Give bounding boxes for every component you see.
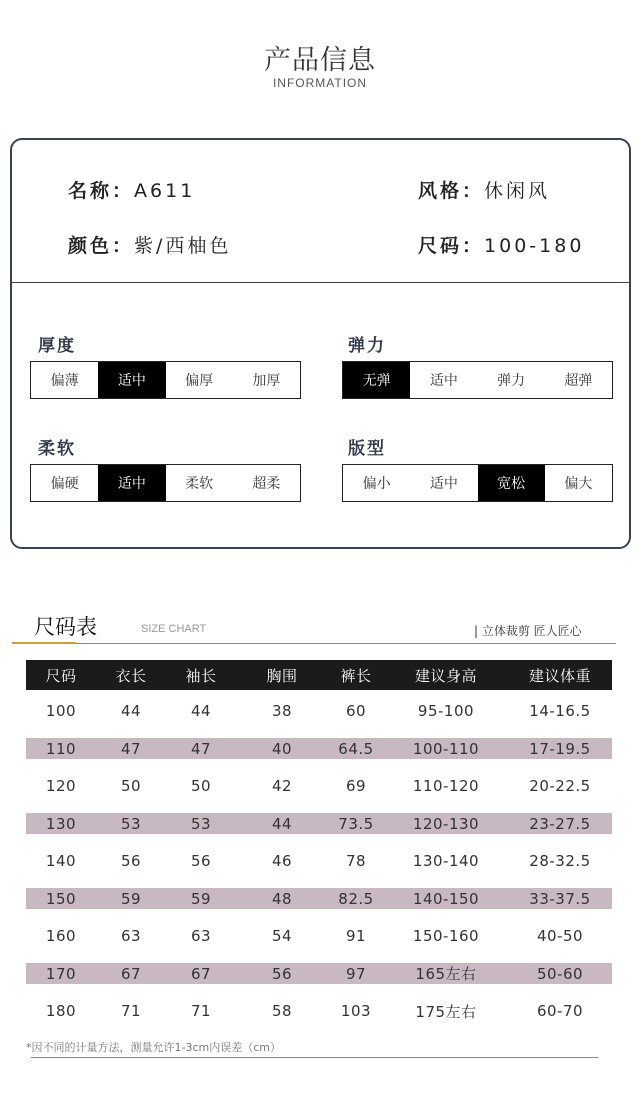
table-row <box>26 738 612 759</box>
table-cell: 140-150 <box>412 889 480 908</box>
size-table <box>26 660 612 1030</box>
table-row <box>26 963 612 984</box>
info-size <box>418 231 584 258</box>
table-cell: 120 <box>45 777 77 795</box>
table-cell: 160 <box>45 927 77 945</box>
attr-elasticity-option: 无弹 <box>343 362 410 398</box>
table-cell: 71 <box>190 1002 212 1020</box>
table-cell: 180 <box>45 1002 77 1020</box>
table-cell: 54 <box>271 927 293 945</box>
attr-fit-option: 适中 <box>429 476 458 492</box>
table-cell: 47 <box>190 739 212 758</box>
note-divider <box>31 1057 598 1058</box>
table-cell: 60-70 <box>536 1002 584 1020</box>
table-cell: 100 <box>45 702 77 720</box>
table-cell: 91 <box>345 927 367 945</box>
column-header: 尺码 <box>45 666 77 685</box>
attr-thickness-selector <box>30 361 301 399</box>
column-header: 衣长 <box>115 666 147 685</box>
table-row <box>26 992 612 1030</box>
attr-softness-option: 偏硬 <box>50 476 79 492</box>
table-cell: 20-22.5 <box>529 777 591 795</box>
info-size-key: 尺码： <box>418 235 485 257</box>
measurement-note: *因不同的计量方法，测量允许1-3cm内误差（cm） <box>26 1041 281 1054</box>
table-cell: 63 <box>120 927 142 945</box>
column-header: 裤长 <box>340 666 372 685</box>
table-cell: 46 <box>271 852 293 870</box>
table-cell: 50 <box>190 777 212 795</box>
table-cell: 165左右 <box>415 965 477 983</box>
table-cell: 50-60 <box>536 964 584 983</box>
table-row <box>26 842 612 880</box>
card-divider <box>12 282 629 283</box>
table-cell: 100-110 <box>412 739 480 758</box>
table-cell: 17-19.5 <box>529 739 591 758</box>
page-title: 产品信息 <box>264 45 376 76</box>
info-color <box>68 231 231 258</box>
table-cell: 14-16.5 <box>529 702 591 720</box>
attr-softness-selector <box>30 464 301 502</box>
table-cell: 28-32.5 <box>529 852 591 870</box>
table-cell: 59 <box>120 889 142 908</box>
table-cell: 38 <box>271 702 293 720</box>
table-cell: 120-130 <box>412 814 480 833</box>
column-header: 胸围 <box>266 666 298 685</box>
column-header: 建议身高 <box>414 666 477 685</box>
table-cell: 56 <box>271 964 293 983</box>
table-cell: 110 <box>45 739 77 758</box>
size-chart-accent <box>12 642 76 644</box>
info-style <box>418 176 550 203</box>
info-color-key: 颜色： <box>68 235 135 257</box>
attr-elasticity-selector <box>342 361 613 399</box>
attr-softness-option: 柔软 <box>185 476 214 492</box>
table-cell: 44 <box>190 702 212 720</box>
attr-elasticity-option: 弹力 <box>497 373 526 389</box>
attr-fit-selector <box>342 464 613 502</box>
table-cell: 150-160 <box>412 927 480 945</box>
table-cell: 150 <box>45 889 77 908</box>
info-size-value: 100-180 <box>484 235 585 257</box>
attr-fit-option: 偏大 <box>564 476 593 492</box>
size-chart-title: 尺码表 <box>34 615 97 639</box>
table-cell: 97 <box>345 964 367 983</box>
attr-fit-title: 版型 <box>348 439 386 459</box>
table-cell: 103 <box>340 1002 372 1020</box>
table-cell: 67 <box>120 964 142 983</box>
table-cell: 67 <box>190 964 212 983</box>
column-header: 建议体重 <box>528 666 591 685</box>
table-cell: 40 <box>271 739 293 758</box>
attr-thickness-title: 厚度 <box>38 336 76 356</box>
table-cell: 82.5 <box>338 889 374 908</box>
size-chart-divider <box>12 643 616 644</box>
product-info-card <box>10 138 631 549</box>
table-row <box>26 813 612 834</box>
table-cell: 71 <box>120 1002 142 1020</box>
table-row <box>26 917 612 955</box>
table-cell: 40-50 <box>536 927 584 945</box>
table-cell: 48 <box>271 889 293 908</box>
table-cell: 58 <box>271 1002 293 1020</box>
table-cell: 53 <box>120 814 142 833</box>
table-cell: 53 <box>190 814 212 833</box>
table-row <box>26 692 612 730</box>
table-cell: 130-140 <box>412 852 480 870</box>
table-cell: 69 <box>345 777 367 795</box>
attr-elasticity-option: 超弹 <box>564 373 593 389</box>
attr-thickness-option: 偏薄 <box>50 373 79 389</box>
attr-elasticity-title: 弹力 <box>348 336 386 356</box>
info-style-value: 休闲风 <box>484 180 551 202</box>
info-name <box>68 176 195 203</box>
info-style-key: 风格： <box>418 180 485 202</box>
table-cell: 140 <box>45 852 77 870</box>
attr-thickness-option: 偏厚 <box>185 373 214 389</box>
table-row <box>26 767 612 805</box>
info-name-key: 名称： <box>68 180 135 202</box>
attr-softness-option: 超柔 <box>252 476 281 492</box>
attr-softness-option: 适中 <box>98 465 165 501</box>
table-cell: 44 <box>271 814 293 833</box>
table-cell: 170 <box>45 964 77 983</box>
size-chart-tags: | 立体裁剪 匠人匠心 <box>474 624 582 638</box>
table-cell: 47 <box>120 739 142 758</box>
size-chart-subtitle: SIZE CHART <box>141 623 207 635</box>
attr-fit-option: 宽松 <box>478 465 545 501</box>
table-cell: 130 <box>45 814 77 833</box>
table-cell: 175左右 <box>415 1002 477 1021</box>
table-cell: 42 <box>271 777 293 795</box>
table-cell: 56 <box>120 852 142 870</box>
table-cell: 63 <box>190 927 212 945</box>
attr-softness-title: 柔软 <box>38 439 76 459</box>
table-cell: 23-27.5 <box>529 814 591 833</box>
attr-fit-option: 偏小 <box>362 476 391 492</box>
info-color-value: 紫/西柚色 <box>134 235 232 257</box>
page-subtitle: INFORMATION <box>272 76 368 90</box>
table-cell: 44 <box>120 702 142 720</box>
attr-thickness-option: 加厚 <box>252 373 281 389</box>
attr-elasticity-option: 适中 <box>429 373 458 389</box>
table-cell: 56 <box>190 852 212 870</box>
table-cell: 78 <box>345 852 367 870</box>
attr-thickness-option: 适中 <box>98 362 165 398</box>
table-row <box>26 888 612 909</box>
table-cell: 73.5 <box>338 814 374 833</box>
column-header: 袖长 <box>185 666 217 685</box>
table-cell: 60 <box>345 702 367 720</box>
table-cell: 33-37.5 <box>529 889 591 908</box>
table-header-row <box>26 660 612 690</box>
table-cell: 50 <box>120 777 142 795</box>
info-name-value: A611 <box>134 180 196 202</box>
table-cell: 59 <box>190 889 212 908</box>
table-cell: 64.5 <box>338 739 374 758</box>
table-cell: 110-120 <box>412 777 480 795</box>
table-cell: 95-100 <box>417 702 475 720</box>
